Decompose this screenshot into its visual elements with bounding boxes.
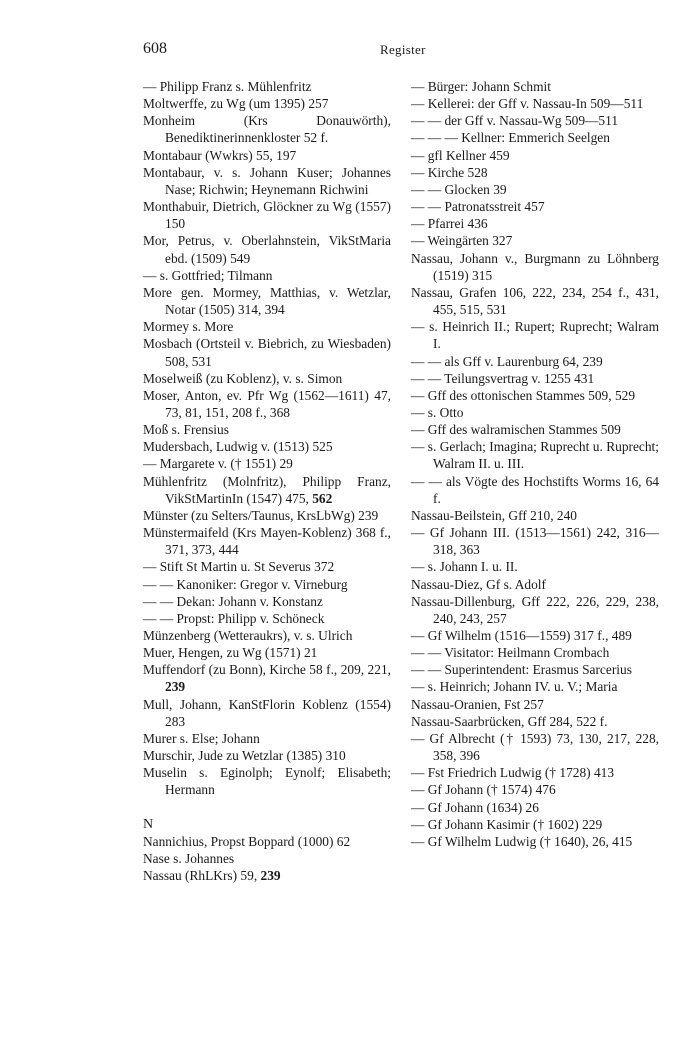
index-entry-text: Montabaur, v. s. Johann Kuser; Johannes Nase; Richwin; Heynemann Richwini (143, 164, 391, 197)
index-entry-text: Nassau, Johann v., Burgmann zu Löhnberg (1519) 315 (411, 250, 659, 283)
index-entry (411, 473, 659, 507)
index-entry (411, 661, 659, 678)
index-entry (143, 644, 391, 661)
index-entry (411, 678, 659, 695)
index-entry-text: Murer s. Else; Johann (143, 730, 260, 746)
index-entry-text: Nassau-Saarbrücken, Gff 284, 522 f. (411, 713, 608, 729)
index-entry-text: Muffendorf (zu Bonn), Kirche 58 f., 209, 221, (143, 662, 391, 678)
index-entry (143, 335, 391, 369)
index-entry (143, 78, 391, 95)
index-entry (411, 438, 659, 472)
index-entry (411, 764, 659, 781)
index-entry-text: Münstermaifeld (Krs Mayen-Koblenz) 368 f., 371, 373, 444 (143, 525, 391, 558)
index-entry (411, 696, 659, 713)
index-entry (411, 421, 659, 438)
index-entry-text: — Gf Johann III. (1513—1561) 242, 316—318, 363 (411, 525, 659, 558)
index-entry-text: Muselin s. Eginolph; Eynolf; Elisabeth; Hermann (143, 765, 391, 798)
index-entry (143, 284, 391, 318)
index-entry (143, 764, 391, 798)
index-entry (143, 198, 391, 232)
index-entry-text: Mor, Petrus, v. Oberlahnstein, VikStMaria ebd. (1509) 549 (143, 233, 391, 266)
index-entry-text: Montabaur (Wwkrs) 55, 197 (143, 147, 297, 163)
index-entry-text: — s. Gottfried; Tilmann (143, 267, 273, 283)
index-entry (143, 473, 391, 507)
index-entry (411, 164, 659, 181)
index-entry-text: — Margarete v. († 1551) 29 (143, 456, 293, 472)
index-entry-text: — gfl Kellner 459 (411, 147, 510, 163)
index-entry-text: — Gff des ottonischen Stammes 509, 529 (411, 387, 636, 403)
index-entry (143, 850, 391, 867)
index-entry (411, 147, 659, 164)
index-entry (143, 455, 391, 472)
index-entry-text: Münster (zu Selters/Taunus, KrsLbWg) 239 (143, 507, 379, 523)
index-entry (143, 421, 391, 438)
index-entry-text: — Weingärten 327 (411, 233, 513, 249)
index-entry-text: — Stift St Martin u. St Severus 372 (143, 559, 335, 575)
index-entry-text: Mull, Johann, KanStFlorin Koblenz (1554) 283 (143, 696, 391, 729)
index-entry (143, 267, 391, 284)
index-entry-text: Moselweiß (zu Koblenz), v. s. Simon (143, 370, 343, 386)
index-entry (411, 284, 659, 318)
index-column-right (411, 78, 659, 850)
index-entry (143, 524, 391, 558)
index-entry-text: — s. Johann I. u. II. (411, 559, 518, 575)
index-entry-text: Nassau-Beilstein, Gff 210, 240 (411, 507, 577, 523)
index-entry (143, 833, 391, 850)
index-entry-text: — — Glocken 39 (411, 181, 507, 197)
index-entry (143, 112, 391, 146)
index-entry (143, 558, 391, 575)
index-entry-text: — — Kanoniker: Gregor v. Virneburg (143, 576, 348, 592)
index-entry (143, 318, 391, 335)
index-entry (411, 833, 659, 850)
index-entry-text: — — Patronatsstreit 457 (411, 199, 545, 215)
index-entry-text: — — Teilungsvertrag v. 1255 431 (411, 370, 595, 386)
index-entry-text: — Philipp Franz s. Mühlenfritz (143, 79, 312, 94)
index-entry-text: Moß s. Frensius (143, 422, 229, 438)
index-entry (143, 593, 391, 610)
index-entry (143, 747, 391, 764)
index-entry-text: Mühlenfritz (Molnfritz), Philipp Franz, VikStMartinIn (1547) 475, (143, 473, 391, 506)
index-entry-text: — Gff des walramischen Stammes 509 (411, 422, 621, 438)
index-entry (411, 593, 659, 627)
index-entry-text: — — als Gff v. Laurenburg 64, 239 (411, 353, 603, 369)
index-entry (411, 730, 659, 764)
index-entry-text: — — Visitator: Heilmann Crombach (411, 645, 610, 661)
index-entry-text: — — der Gff v. Nassau-Wg 509—511 (411, 113, 619, 129)
index-entry (411, 181, 659, 198)
index-entry (143, 730, 391, 747)
index-entry-text: Münzenberg (Wetteraukrs), v. s. Ulrich (143, 628, 353, 643)
index-entry (411, 78, 659, 95)
index-entry (411, 558, 659, 575)
index-entry-text: — Gf Johann Kasimir († 1602) 229 (411, 816, 603, 832)
index-entry (411, 404, 659, 421)
index-entry-bold-page: 239 (260, 868, 281, 884)
index-entry-text: — — Superintendent: Erasmus Sarcerius (411, 662, 632, 678)
index-entry-text: — Gf Albrecht († 1593) 73, 130, 217, 228, 358, 396 (411, 730, 659, 764)
index-entry (411, 112, 659, 129)
index-entry-text: Mudersbach, Ludwig v. (1513) 525 (143, 439, 333, 455)
index-entry-text: — — Propst: Philipp v. Schöneck (143, 610, 325, 626)
index-entry-text: — Kirche 528 (411, 164, 488, 180)
index-entry (143, 661, 391, 695)
index-entry-text: Monheim (Krs Donauwörth), Benediktinerinnenkloster 52 f. (143, 113, 391, 146)
index-entry (411, 816, 659, 833)
index-entry (411, 644, 659, 661)
index-entry (143, 95, 391, 112)
index-entry-text: Moser, Anton, ev. Pfr Wg (1562—1611) 47, 73, 81, 151, 208 f., 368 (143, 387, 391, 420)
index-entry (411, 95, 659, 112)
index-entry-text: — Gf Johann (1634) 26 (411, 799, 539, 815)
index-entry (411, 781, 659, 798)
index-entry (411, 576, 659, 593)
index-entry (143, 232, 391, 266)
index-entry (143, 438, 391, 455)
index-entry (143, 576, 391, 593)
index-entry (143, 507, 391, 524)
index-entry-text: Muer, Hengen, zu Wg (1571) 21 (143, 645, 318, 661)
index-entry-text: Nassau-Dillenburg, Gff 222, 226, 229, 238, 240, 243, 257 (411, 593, 659, 626)
index-entry (411, 799, 659, 816)
index-entry-text: Nassau (RhLKrs) 59, (143, 868, 261, 884)
index-entry (143, 627, 391, 644)
index-entry (411, 713, 659, 730)
index-entry (143, 696, 391, 730)
index-entry (411, 318, 659, 352)
index-entry-bold-page: 562 (312, 490, 333, 506)
index-column-left (143, 78, 391, 884)
index-entry-text: — — — Kellner: Emmerich Seelgen (411, 130, 610, 146)
index-entry-text: — Pfarrei 436 (411, 216, 488, 232)
index-entry (411, 250, 659, 284)
index-entry (143, 387, 391, 421)
index-entry-text: Murschir, Jude zu Wetzlar (1385) 310 (143, 748, 346, 764)
index-entry (143, 610, 391, 627)
index-entry (411, 215, 659, 232)
index-entry-text: — s. Heinrich II.; Rupert; Ruprecht; Walram I. (411, 319, 659, 352)
index-entry-text: — — als Vögte des Hochstifts Worms 16, 64 f. (411, 473, 659, 506)
index-entry (143, 147, 391, 164)
index-entry-text: — s. Gerlach; Imagina; Ruprecht u. Ruprecht; Walram II. u. III. (411, 439, 659, 472)
index-entry (143, 370, 391, 387)
index-entry-text: — Gf Wilhelm (1516—1559) 317 f., 489 (411, 628, 632, 643)
index-entry-text: Moltwerffe, zu Wg (um 1395) 257 (143, 96, 329, 112)
index-entry-text: — — Dekan: Johann v. Konstanz (143, 593, 323, 609)
index-entry (411, 198, 659, 215)
index-entry (411, 232, 659, 249)
index-entry-text: N (143, 816, 154, 832)
index-entry-text: — s. Otto (411, 404, 464, 420)
index-entry (143, 164, 391, 198)
index-entry (411, 524, 659, 558)
index-entry-text: — Fst Friedrich Ludwig († 1728) 413 (411, 765, 615, 781)
index-entry (411, 129, 659, 146)
index-entry-text: — Gf Johann († 1574) 476 (411, 782, 556, 798)
index-entry (411, 507, 659, 524)
index-entry (411, 370, 659, 387)
running-title: Register (380, 42, 426, 57)
index-entry (411, 627, 659, 644)
index-entry-text: — Gf Wilhelm Ludwig († 1640), 26, 415 (411, 833, 633, 849)
index-entry-text: Mormey s. More (143, 319, 234, 335)
index-entry-text: Nassau-Oranien, Fst 257 (411, 696, 544, 712)
index-entry-text: — Bürger: Johann Schmit (411, 79, 551, 94)
index-entry-text: Monthabuir, Dietrich, Glöckner zu Wg (1557) 150 (143, 199, 391, 232)
index-entry-text: Nannichius, Propst Boppard (1000) 62 (143, 833, 351, 849)
index-entry-text: — s. Heinrich; Johann IV. u. V.; Maria (411, 679, 618, 695)
section-letter (143, 816, 391, 833)
index-entry (143, 867, 391, 884)
index-entry-text: Nase s. Johannes (143, 850, 235, 866)
page-number: 608 (143, 40, 167, 57)
index-entry-text: Nassau-Diez, Gf s. Adolf (411, 576, 546, 592)
index-entry-text: — Kellerei: der Gff v. Nassau-In 509—511 (411, 96, 644, 112)
index-entry (411, 353, 659, 370)
index-entry-text: More gen. Mormey, Matthias, v. Wetzlar, Notar (1505) 314, 394 (143, 284, 391, 318)
index-entry-bold-page: 239 (165, 679, 186, 695)
index-entry-text: Nassau, Grafen 106, 222, 234, 254 f., 431, 455, 515, 531 (411, 284, 659, 318)
index-entry (411, 387, 659, 404)
index-entry-text: Mosbach (Ortsteil v. Biebrich, zu Wiesbaden) 508, 531 (143, 336, 391, 369)
